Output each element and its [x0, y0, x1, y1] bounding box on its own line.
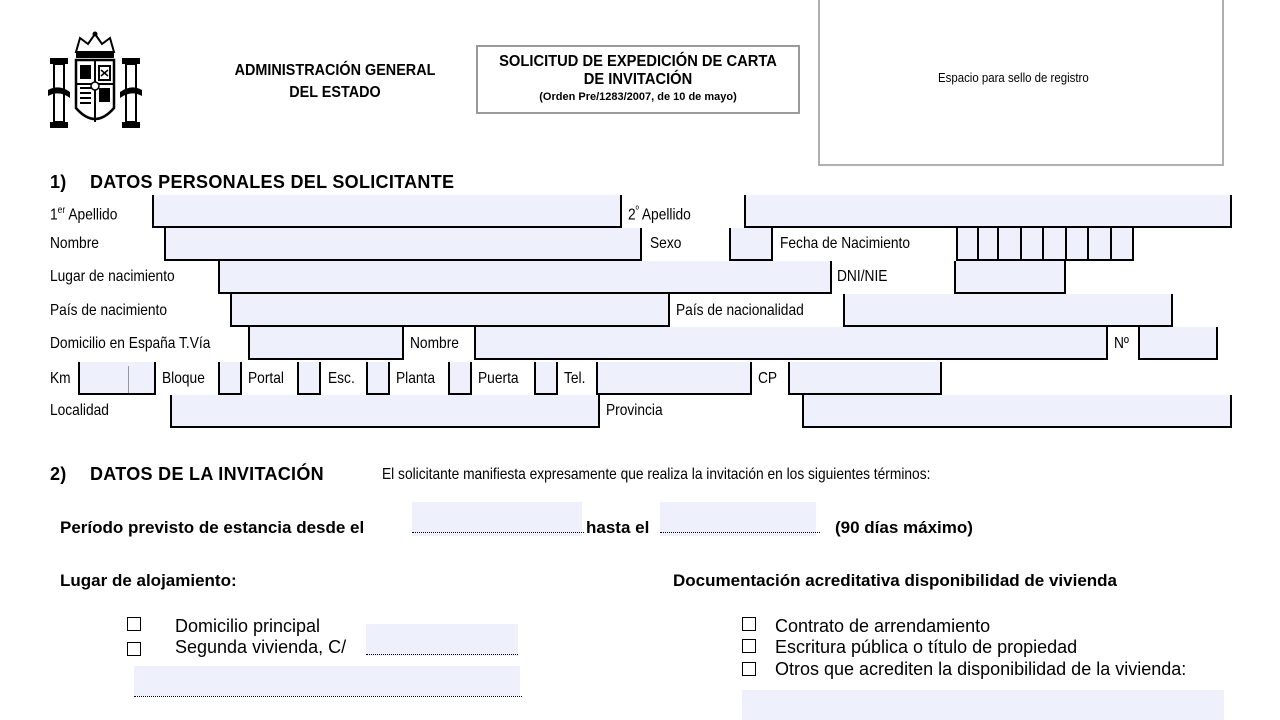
dni-nie-field[interactable] [954, 261, 1066, 294]
fecha-nacimiento-label: Fecha de Nacimiento [780, 235, 911, 252]
planta-field[interactable] [448, 362, 472, 395]
km-label: Km [50, 370, 71, 387]
numero-field[interactable] [1138, 327, 1218, 360]
portal-label: Portal [248, 370, 284, 387]
nombre-via-field[interactable] [474, 327, 1108, 360]
segunda-vivienda-extra-dots [134, 696, 522, 697]
domicilio-tvia-label: Domicilio en España T.Vía [50, 335, 211, 352]
coat-of-arms-icon [46, 30, 144, 134]
section-1-title: DATOS PERSONALES DEL SOLICITANTE [90, 172, 455, 192]
coat-of-arms-emblem [46, 30, 144, 134]
puerta-field[interactable] [534, 362, 558, 395]
periodo-suffix: (90 días máximo) [835, 518, 973, 537]
alojamiento-title: Lugar de alojamiento: [60, 571, 237, 590]
alojamiento-segunda-label: Segunda vivienda, C/ [175, 637, 347, 657]
form-title-order: (Orden Pre/1283/2007, de 10 de mayo) [539, 91, 737, 103]
apellido1-label [50, 202, 117, 224]
apellido2-superscript: º [635, 205, 639, 216]
esc-label: Esc. [328, 370, 355, 387]
cp-field[interactable] [788, 362, 942, 395]
doc-escritura-label: Escritura pública o título de propiedad [775, 637, 1078, 657]
localidad-field[interactable] [170, 395, 600, 428]
alojamiento-domicilio-label: Domicilio principal [175, 616, 321, 636]
pais-nacionalidad-field[interactable] [843, 294, 1173, 327]
apellido1-superscript: er [57, 205, 66, 216]
sexo-label: Sexo [650, 235, 682, 252]
registration-stamp-box [818, 0, 1224, 166]
segunda-vivienda-extra-field[interactable] [134, 666, 520, 696]
form-title-line-2: DE INVITACIÓN [583, 71, 693, 88]
periodo-hasta-field[interactable] [660, 502, 816, 536]
form-title-line-1: SOLICITUD DE EXPEDICIÓN DE CARTA [499, 53, 777, 70]
apellido1-number: 1 [50, 206, 58, 224]
section-1-heading [50, 172, 454, 193]
periodo-prefix: Período previsto de estancia desde el [60, 518, 365, 537]
segunda-vivienda-calle-dots [366, 654, 518, 655]
planta-label: Planta [396, 370, 436, 387]
periodo-desde-dots [412, 532, 584, 533]
tel-label: Tel. [564, 370, 586, 387]
administration-line-2: DEL ESTADO [289, 84, 381, 101]
fecha-nacimiento-field[interactable] [956, 228, 1134, 261]
periodo-desde-field[interactable] [412, 502, 582, 536]
section-2-intro: El solicitante manifiesta expresamente que realiza la invitación en los siguientes términos: [382, 466, 931, 483]
pais-nacimiento-label: País de nacimiento [50, 302, 168, 319]
stamp-label: Espacio para sello de registro [938, 70, 1089, 85]
apellido2-text: Apellido [638, 206, 691, 224]
nombre-field[interactable] [164, 228, 642, 261]
localidad-label: Localidad [50, 402, 109, 419]
km-field[interactable] [78, 362, 156, 395]
doc-escritura-checkbox[interactable] [742, 639, 756, 653]
nombre-via-label: Nombre [410, 335, 459, 352]
numero-label: Nº [1114, 335, 1129, 352]
segunda-vivienda-calle-field[interactable] [366, 624, 518, 656]
pais-nacimiento-field[interactable] [230, 294, 670, 327]
tipo-via-field[interactable] [248, 327, 404, 360]
periodo-hasta-dots [660, 532, 820, 533]
form-title-box [476, 45, 800, 114]
sexo-field[interactable] [729, 228, 773, 261]
portal-field[interactable] [297, 362, 321, 395]
section-1-number: 1) [50, 172, 67, 192]
section-2-title: DATOS DE LA INVITACIÓN [90, 464, 324, 484]
section-2-number: 2) [50, 464, 67, 484]
apellido1-text: Apellido [65, 206, 118, 224]
doc-otros-checkbox[interactable] [742, 662, 756, 676]
doc-otros-field[interactable] [742, 690, 1224, 720]
bloque-field[interactable] [218, 362, 242, 395]
alojamiento-segunda-checkbox[interactable] [127, 642, 141, 656]
administration-line-1: ADMINISTRACIÓN GENERAL [234, 62, 436, 79]
km-field-divider [128, 366, 129, 393]
doc-otros-label: Otros que acrediten la disponibilidad de la vivienda: [775, 659, 1187, 679]
apellido2-field[interactable] [744, 195, 1232, 228]
bloque-label: Bloque [162, 370, 205, 387]
alojamiento-domicilio-checkbox[interactable] [127, 617, 141, 631]
apellido1-field[interactable] [152, 195, 622, 228]
doc-contrato-label: Contrato de arrendamiento [775, 616, 991, 636]
esc-field[interactable] [366, 362, 390, 395]
doc-contrato-checkbox[interactable] [742, 617, 756, 631]
administration-label [212, 60, 458, 104]
cp-label: CP [758, 370, 778, 387]
provincia-field[interactable] [802, 395, 1232, 428]
tel-field[interactable] [596, 362, 752, 395]
dni-nie-label: DNI/NIE [837, 268, 888, 285]
apellido2-label [628, 202, 691, 224]
section-2-heading [50, 464, 324, 485]
puerta-label: Puerta [478, 370, 519, 387]
periodo-middle: hasta el [586, 518, 650, 537]
pais-nacionalidad-label: País de nacionalidad [676, 302, 804, 319]
provincia-label: Provincia [606, 402, 663, 419]
nombre-label: Nombre [50, 235, 99, 252]
lugar-nacimiento-label: Lugar de nacimiento [50, 268, 175, 285]
lugar-nacimiento-field[interactable] [218, 261, 832, 294]
apellido2-number: 2 [628, 206, 636, 224]
documentacion-title: Documentación acreditativa disponibilidad de vivienda [673, 571, 1117, 590]
